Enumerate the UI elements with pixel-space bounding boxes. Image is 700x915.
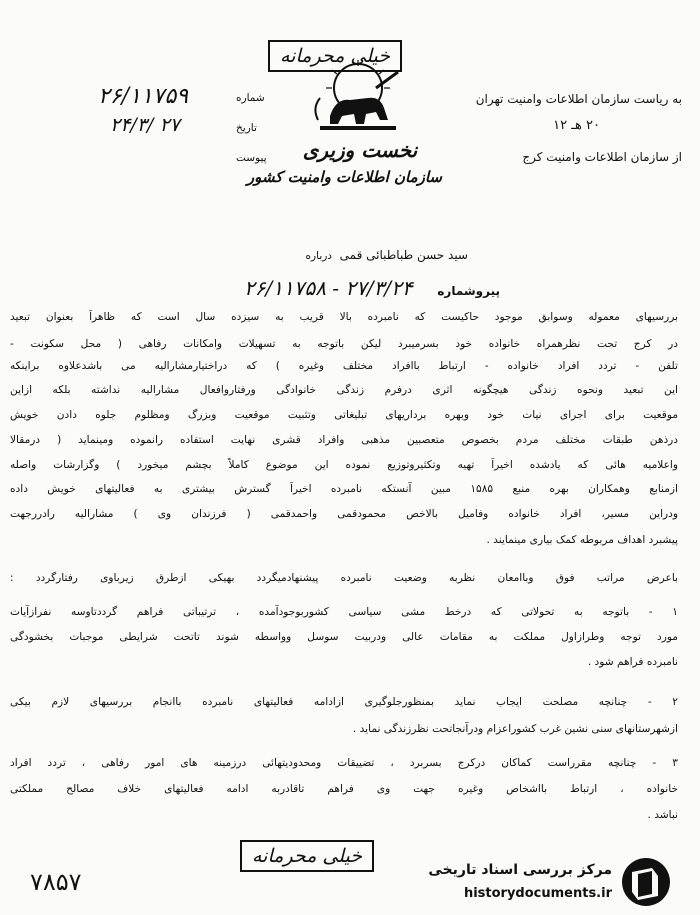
- body-line: تلفن - تردد افراد خانواده - ارتباط باافراد مختلف وغیره ) که دراختیارمشارالیه می باشدعلاوه براینکه: [10, 360, 678, 372]
- subject-label: درباره: [305, 250, 332, 262]
- body-line: ۲ - چنانچه مصلحت ایجاب نماید بمنظورجلوگیری ازادامه فعالیتهای نامبرده باانجام بررسیهای لازم بیکی: [10, 696, 678, 708]
- body-line: ودراین مسیر، افراد خانواده وفامیل بالاخص محمودقمی واحمدقمی ( فرزندان وی ) مشارالیه رادررجهت: [10, 508, 678, 520]
- archive-logo-icon: [618, 856, 674, 908]
- body-line: در کرج تحت نظرهمراه خانواده خود بسرمیبرد لیکن باتوجه به تسهیلات وامکانات رفاهی ( محل سکونت -: [10, 338, 678, 350]
- classification-stamp-bottom: خیلی محرمانه: [240, 840, 374, 872]
- body-line: ۱ - باتوجه به تحولاتی که درخط مشی سیاسی کشوربوجودآمده ، ترتیباتی فراهم گرددتاوسه نفرازآیات: [10, 606, 678, 618]
- archive-url: historydocuments.ir: [463, 886, 612, 901]
- body-line: باعرض مراتب فوق وباامعان نظربه وضعیت نامبرده پیشنهادمیگردد بهیکی ازطرق زیرباوی رفتارگردد :: [10, 572, 678, 584]
- number-label: شماره: [236, 92, 265, 104]
- body-line: پیشبرد اهداف مربوطه کمک بیاری مینمایند .: [486, 534, 678, 546]
- date-value: ۲۴/۳/ ۲۷: [110, 114, 180, 136]
- from-line: از سازمان اطلاعات وامنیت کرج: [522, 150, 682, 164]
- classification-stamp-top: خیلی محرمانه: [268, 40, 402, 72]
- org-name-line1: نخست وزیری: [302, 138, 418, 162]
- followup-label: پیروشماره: [437, 284, 500, 298]
- body-line: موقعیت برای اجرای نیات خود وبهره برداریهای تبلیغاتی وتثبیت موقعیت وبزرگ ومظلوم جلوه دادن خویش: [10, 409, 678, 421]
- followup-value: ۲۶/۱۱۷۵۸ - ۲۷/۳/۲۴: [244, 276, 413, 300]
- body-line: نباشد .: [647, 809, 678, 821]
- body-line: مورد توجه وطرازاول مملکت به مقامات عالی ودربیت سوسل وواسطه شوند تاتحت شرایطی موجبات بخشودگی: [10, 631, 678, 643]
- body-line: واعلامیه هائی که یادشده اخیراً تهیه وتکثیروتوزیع نموده این موضوع کاملاً بچشم میخورد ) وگزارشات واصله: [10, 459, 678, 471]
- body-line: ازشهرستانهای سنی نشین غرب کشوراعزام ودرآنجاتحت نظرزندگی نماید .: [352, 723, 678, 735]
- body-line: درذهن طبقات مختلف مردم بخصوص متعصبین مذهبی وافراد قشری نهایت استفاده رانموده ومینماید ( درمقالا: [10, 434, 678, 446]
- body-line: نامبرده فراهم شود .: [587, 656, 678, 668]
- body-line: ۳ - چنانچه مقرراست کماکان درکرج بسربرد ، تضییقات ومحدودیتهائی درزمینه های امور رفاهی ، تردد افراد: [10, 757, 678, 769]
- body-line: خانواده ، ارتباط بااشخاص وغیره جهت وی فراهم تاقادربه ادامه فعالیتهای خلاف مصالح مملکتی: [10, 783, 678, 795]
- attachment-label: پیوست: [236, 152, 267, 164]
- archive-name: مرکز بررسی اسناد تاریخی: [428, 862, 612, 878]
- body-line: ازمنابع وهمکاران بهره منبع ۱۵۸۵ مبین آنستکه نامبرده اخیراً گسترش بیشتری به فعالیتهای خویش داده: [10, 483, 678, 495]
- number-value: ۲۶/۱۱۷۵۹: [98, 84, 189, 109]
- org-name-line2: سازمان اطلاعات وامنیت کشور: [246, 168, 442, 186]
- to-line: به ریاست سازمان اطلاعات وامنیت تهران: [475, 92, 682, 106]
- to-code: ۲۰ هـ ۱۲: [553, 118, 600, 133]
- lion-and-sun-emblem: [310, 58, 406, 134]
- body-line: این تبعید ونحوه زندگی هیچگونه اثری درفرم زندگی خانوادگی ورفتاروافعال مشارالیه نداشته بلکه ازاین: [10, 384, 678, 396]
- body-line: بررسیهای معموله وسوابق موجود حاکیست که نامبرده بالا قریب به سیزده سال است که ظاهراً بعنوان تبعید: [10, 311, 678, 323]
- subject-value: سید حسن طباطبائی قمی: [339, 248, 468, 262]
- date-label: تاریخ: [236, 122, 257, 134]
- handwritten-number: ۷۸۵۷: [30, 868, 82, 896]
